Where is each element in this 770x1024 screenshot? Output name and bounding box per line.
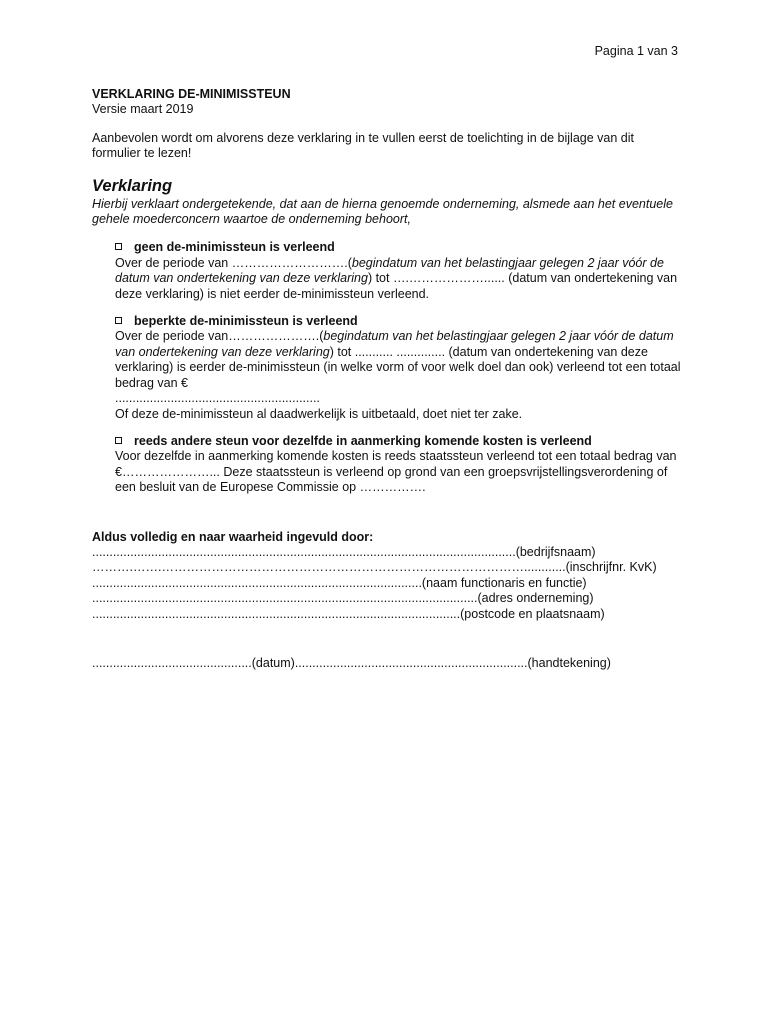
option-no-de-minimis (115, 240, 682, 302)
document-version: Versie maart 2019 (92, 102, 194, 117)
option-text-part: Over de periode van ……………………….( (115, 255, 352, 270)
option-text-part: ) tot ….………………...... (datum van ondertekening van deze verklaring) is niet eerder de-minimissteun verleend. (115, 271, 678, 301)
date-signature-line[interactable]: ..............................................(datum)...................................................................(handtekening) (92, 655, 611, 670)
intro-text: Aanbevolen wordt om alvorens deze verklaring in te vullen eerst de toelichting in de bijlage van dit formulier te lezen! (92, 130, 634, 161)
option-text: Voor dezelfde in aanmerking komende kosten is reeds staatssteun verleend tot een totaal bedrag van €…………………... Deze staatssteun is verleend op grond van een groepsvrijstellingsverordening of een besluit van de Europese Commissie op ……………. (115, 449, 677, 495)
company-name-field[interactable]: ..........................................................................................................................(bedrijfsnaam) (92, 544, 596, 559)
checkbox[interactable] (115, 243, 122, 250)
option-text (115, 256, 682, 302)
document-body (92, 87, 682, 671)
amount-field[interactable]: ........................................................... (115, 391, 320, 406)
option-other-aid (115, 434, 682, 496)
section-heading: Verklaring (92, 176, 173, 195)
document-title: VERKLARING DE-MINIMISSTEUN (92, 87, 291, 101)
option-text (115, 329, 682, 421)
option-heading-label: reeds andere steun voor dezelfde in aanmerking komende kosten is verleend (134, 433, 592, 448)
option-heading (115, 434, 682, 449)
official-name-field[interactable]: ...............................................................................................(naam functionaris en functie) (92, 575, 587, 590)
option-text-part: Over de periode van………………….( (115, 329, 324, 344)
option-heading (115, 240, 682, 255)
option-limited-de-minimis (115, 314, 682, 422)
company-address-field[interactable]: ...............................................................................................................(adres onderneming) (92, 591, 594, 606)
signed-by-heading: Aldus volledig en naar waarheid ingevuld door: (92, 529, 374, 544)
postcode-city-field[interactable]: ..........................................................................................................(postcode en plaatsnaam) (92, 606, 605, 621)
option-text-italic: begindatum van het belastingjaar gelegen 2 jaar vóór de datum van ondertekening van deze verklaring (115, 329, 674, 359)
page-number: Pagina 1 van 3 (594, 44, 678, 58)
option-heading (115, 314, 682, 329)
option-text-italic: begindatum van het belastingjaar gelegen 2 jaar vóór de datum van ondertekening van deze verklaring (115, 255, 664, 286)
option-heading-label: beperkte de-minimissteun is verleend (134, 314, 358, 329)
kvk-number-field[interactable]: ……….…….……………………………………………………………………………............(inschrijfnr. KvK) (92, 560, 657, 575)
option-text-part: ) tot ........... .............. (datum van ondertekening van deze verklaring) is eerder de-minimissteun (in welke vorm of voor welk doel dan ook) verleend tot een totaal bedrag van € (115, 344, 681, 390)
checkbox[interactable] (115, 437, 122, 444)
option-note: Of deze de-minimissteun al daadwerkelijk is uitbetaald, doet niet ter zake. (115, 406, 523, 421)
checkbox[interactable] (115, 317, 122, 324)
section-lead: Hierbij verklaart ondergetekende, dat aan de hierna genoemde onderneming, alsmede aan het eventuele gehele moederconcern waartoe de onderneming behoort, (92, 196, 673, 227)
option-heading-label: geen de-minimissteun is verleend (134, 240, 335, 255)
